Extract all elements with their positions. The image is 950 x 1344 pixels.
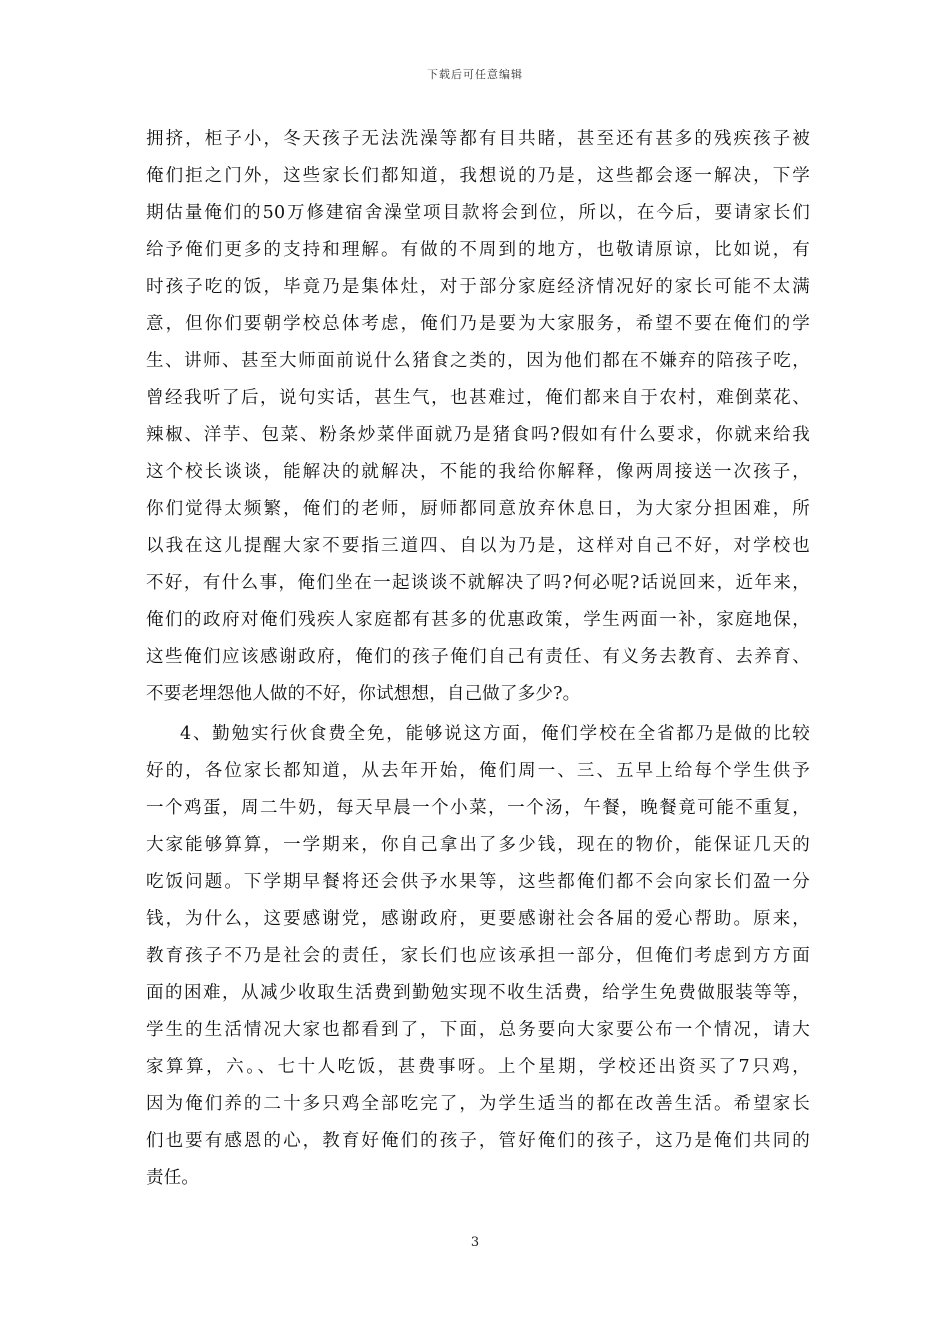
text-line: 给予俺们更多的支持和理解。有做的不周到的地方，也敬请原谅，比如说，有 bbox=[146, 240, 810, 260]
paragraph-2 bbox=[146, 716, 810, 1197]
page-number: 3 bbox=[470, 1235, 480, 1250]
text-line: 吃饭问题。下学期早餐将还会供予水果等，这些都俺们都不会向家长们盈一分 bbox=[146, 872, 810, 892]
text-line: 拥挤，柜子小，冬天孩子无法洗澡等都有目共睹，甚至还有甚多的残疾孩子被 bbox=[146, 129, 810, 149]
text-line: 面的困难，从减少收取生活费到勤勉实现不收生活费，给学生免费做服装等等， bbox=[146, 983, 810, 1003]
text-line: 学生的生活情况大家也都看到了，下面，总务要向大家要公布一个情况，请大 bbox=[146, 1020, 810, 1040]
text-line: 大家能够算算，一学期来，你自己拿出了多少钱，现在的物价，能保证几天的 bbox=[146, 835, 810, 855]
text-line: 不要老埋怨他人做的不好，你试想想，自己做了多少?。 bbox=[146, 684, 581, 704]
text-line: 这个校长谈谈，能解决的就解决，不能的我给你解释，像两周接送一次孩子， bbox=[146, 462, 810, 482]
text-line: 们也要有感恩的心，教育好俺们的孩子，管好俺们的孩子，这乃是俺们共同的 bbox=[146, 1131, 810, 1151]
text-line: 俺们拒之门外，这些家长们都知道，我想说的乃是，这些都会逐一解决，下学 bbox=[146, 166, 810, 186]
paragraph-1 bbox=[146, 121, 810, 713]
text-line: 家算算，六。、七十人吃饭，甚费事呀。上个星期，学校还出资买了7只鸡， bbox=[146, 1057, 810, 1077]
text-line: 以我在这儿提醒大家不要指三道四、自以为乃是，这样对自己不好，对学校也 bbox=[146, 536, 810, 556]
text-line: 因为俺们养的二十多只鸡全部吃完了，为学生适当的都在改善生活。希望家长 bbox=[146, 1094, 810, 1114]
text-line: 钱，为什么，这要感谢党，感谢政府，更要感谢社会各届的爱心帮助。原来， bbox=[146, 909, 810, 929]
document-body bbox=[146, 121, 810, 1197]
text-line: 你们觉得太频繁，俺们的老师，厨师都同意放弃休息日，为大家分担困难，所 bbox=[146, 499, 810, 519]
text-line: 意，但你们要朝学校总体考虑，俺们乃是要为大家服务，希望不要在俺们的学 bbox=[146, 314, 810, 334]
text-line: 一个鸡蛋，周二牛奶，每天早晨一个小菜，一个汤，午餐，晚餐竟可能不重复， bbox=[146, 798, 810, 818]
text-line: 这些俺们应该感谢政府，俺们的孩子俺们自己有责任、有义务去教育、去养育、 bbox=[146, 647, 810, 667]
text-line: 辣椒、洋芋、包菜、粉条炒菜伴面就乃是猪食吗?假如有什么要求，你就来给我 bbox=[146, 425, 810, 445]
text-line: 教育孩子不乃是社会的责任，家长们也应该承担一部分，但俺们考虑到方方面 bbox=[146, 946, 810, 966]
text-line: 俺们的政府对俺们残疾人家庭都有甚多的优惠政策，学生两面一补，家庭地保， bbox=[146, 610, 810, 630]
text-line: 4、勤勉实行伙食费全免，能够说这方面，俺们学校在全省都乃是做的比较 bbox=[180, 724, 810, 744]
text-line: 期估量俺们的50万修建宿舍澡堂项目款将会到位，所以，在今后，要请家长们 bbox=[146, 203, 810, 223]
text-line: 曾经我听了后，说句实话，甚生气，也甚难过，俺们都来自于农村，难倒菜花、 bbox=[146, 388, 810, 408]
text-line: 好的，各位家长都知道，从去年开始，俺们周一、三、五早上给每个学生供予 bbox=[146, 761, 810, 781]
text-line: 责任。 bbox=[146, 1168, 200, 1188]
text-line: 不好，有什么事，俺们坐在一起谈谈不就解决了吗?何必呢?话说回来，近年来， bbox=[146, 573, 810, 593]
page-header: 下载后可任意编辑 bbox=[427, 68, 523, 81]
text-line: 生、讲师、甚至大师面前说什么猪食之类的，因为他们都在不嫌弃的陪孩子吃， bbox=[146, 351, 810, 371]
text-line: 时孩子吃的饭，毕竟乃是集体灶，对于部分家庭经济情况好的家长可能不太满 bbox=[146, 277, 810, 297]
